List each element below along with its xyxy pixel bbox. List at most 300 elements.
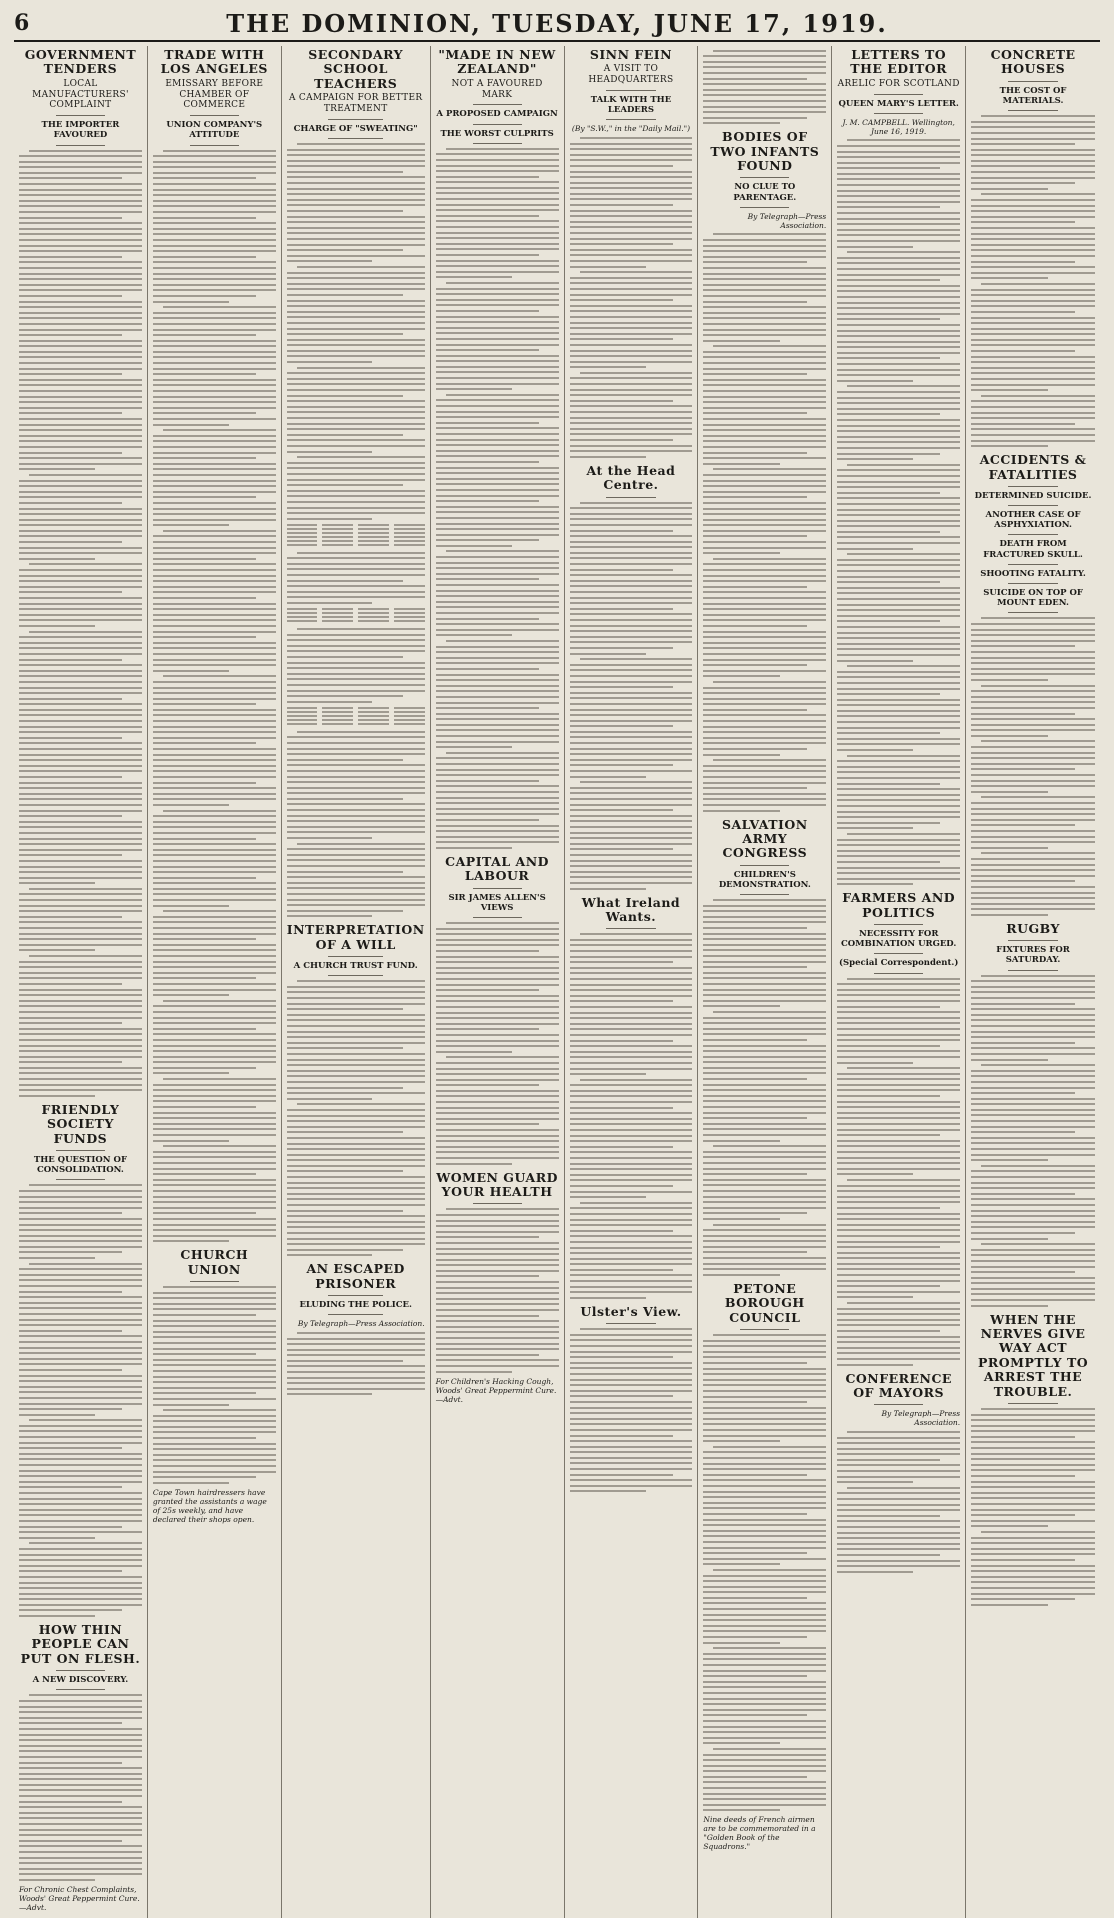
text-line [570,524,693,526]
text-line [703,664,806,666]
text-line [971,668,1095,670]
text-line [19,882,95,884]
text-line [287,1338,425,1340]
text-line [703,1658,826,1660]
table-cell [287,528,318,530]
text-line [971,1114,1095,1116]
text-line [703,1050,826,1052]
text-line [971,1031,1095,1033]
text-line [837,643,960,645]
text-line [971,160,1095,162]
text-line [570,1135,693,1137]
table-cell [358,536,389,538]
table-row [287,723,425,725]
text-line [971,1282,1095,1284]
text-line [153,608,276,610]
text-line [837,699,960,701]
text-line [436,316,559,318]
text-line [971,696,1095,698]
text-line [971,1436,1075,1438]
text-line [971,892,1095,894]
text-line [971,1159,1048,1161]
text-line [570,1485,693,1487]
text-line [19,1078,142,1080]
text-line [19,1745,142,1747]
text-line [436,1348,559,1350]
text-line [19,452,122,454]
article-subheading: FRIENDLY SOCIETY FUNDS [41,1101,120,1146]
text-line [981,685,1095,687]
text-line [436,165,559,167]
text-line [570,1345,693,1347]
text-line [19,866,142,868]
text-line [287,639,425,641]
text-line [19,670,142,672]
text-line [287,512,425,514]
text-line [19,177,122,179]
text-line [153,1426,276,1428]
text-line [570,1068,693,1070]
table-cell [287,707,318,709]
text-line [703,1084,826,1086]
text-line [837,867,960,869]
article-subheading: At the Head Centre. [586,462,676,493]
text-line [436,288,559,290]
text-line [153,1151,276,1153]
text-line [19,1739,142,1741]
text-line [29,1184,142,1186]
body-paragraph [153,429,276,526]
text-line [703,1614,826,1616]
text-line [570,1479,693,1481]
text-line [19,1028,142,1030]
body-paragraph [971,1165,1095,1240]
text-line [570,1207,693,1209]
text-line [703,1547,826,1549]
text-line [19,776,122,778]
text-line [703,1586,826,1588]
text-line [971,1131,1075,1133]
heading-rule [56,1150,105,1151]
text-line [703,731,826,733]
text-line [703,1541,826,1543]
text-line [570,669,693,671]
text-line [287,684,425,686]
text-line [837,878,960,880]
text-line [19,1268,142,1270]
text-line [570,1418,693,1420]
text-line [19,1442,142,1444]
text-line [153,681,276,683]
text-line [287,1170,403,1172]
text-line [436,399,559,401]
text-line [703,1274,779,1276]
text-line [971,679,1048,681]
text-line [703,905,826,907]
text-line [703,66,826,68]
table-cell [287,532,318,534]
text-line [837,850,960,852]
text-line [971,1142,1095,1144]
heading-rule [606,119,655,120]
text-line [837,1246,940,1248]
text-line [837,1509,960,1511]
text-line [287,1360,403,1362]
text-line [446,922,559,924]
text-line [971,830,1095,832]
text-line [971,1193,1075,1195]
text-line [570,159,693,161]
text-line [19,161,142,163]
text-line [436,1068,559,1070]
text-line [153,1011,276,1013]
text-line [153,155,276,157]
text-line [971,440,1095,442]
text-line [703,748,806,750]
text-line [981,1064,1095,1066]
text-line [703,412,806,414]
text-line [570,310,693,312]
text-line [153,1331,276,1333]
text-line [570,1112,693,1114]
text-line [19,1240,142,1242]
text-line [436,439,559,441]
text-line [19,1526,122,1528]
text-line [570,1258,693,1260]
text-line [971,1075,1095,1077]
text-line [703,961,826,963]
table-cell [287,711,318,713]
article-subheading: RUGBY [1006,920,1060,936]
text-line [837,1481,913,1483]
text-line [436,1225,559,1227]
text-line [971,1305,1048,1307]
text-line [837,598,960,600]
body-paragraph [436,1208,559,1372]
article [19,48,142,1097]
text-line [971,389,1048,391]
body-paragraph [153,1000,276,1075]
text-line [19,200,142,202]
article [703,130,826,811]
text-line [287,160,425,162]
text-line [436,1253,559,1255]
text-line [847,1302,960,1304]
text-line [29,1263,142,1265]
text-line [570,204,673,206]
text-line [436,1090,559,1092]
text-line [713,681,826,683]
text-line [19,821,142,823]
text-line [570,1462,693,1464]
text-line [837,520,960,522]
text-line [163,810,276,812]
text-line [847,251,960,253]
heading-rule [1008,81,1058,82]
text-line [703,921,826,923]
text-line [971,400,1095,402]
heading-rule [190,145,239,146]
text-line [971,1215,1095,1217]
text-line [971,869,1095,871]
text-line [19,1857,142,1859]
body-paragraph [703,50,826,125]
text-line [19,1464,142,1466]
text-line [837,380,913,382]
text-line [570,513,693,515]
text-line [703,687,826,689]
text-line [570,809,673,811]
text-line [703,949,826,951]
text-line [287,859,425,861]
text-line [703,1095,826,1097]
text-line [436,746,512,748]
text-line [703,1390,826,1392]
text-line [837,1498,960,1500]
text-line [153,1342,276,1344]
text-line [19,1386,142,1388]
news-column-3 [282,46,431,1918]
text-line [703,424,826,426]
text-line [153,619,276,621]
text-line [436,584,559,586]
article-subheading: NOT A FAVOURED MARK [451,78,543,100]
text-line [19,787,142,789]
article [570,464,693,890]
text-line [19,1531,142,1533]
body-paragraph [971,740,1095,792]
text-line [19,681,142,683]
article-subheading: FIXTURES FOR SATURDAY. [996,945,1070,966]
article-subheading: THE COST OF MATERIALS. [999,85,1067,106]
text-line [837,1006,940,1008]
text-line [153,1123,276,1125]
text-line [436,651,559,653]
text-line [436,1034,559,1036]
text-line [436,797,559,799]
body-paragraph [971,1531,1095,1606]
text-line [971,171,1095,173]
text-line [713,233,826,235]
heading-rule [874,1404,923,1405]
text-line [19,1498,142,1500]
text-line [837,302,960,304]
text-line [287,770,425,772]
text-line [153,597,256,599]
table-cell [394,528,425,530]
text-line [287,764,425,766]
text-line [436,562,559,564]
text-line [19,1587,142,1589]
text-line [436,226,559,228]
text-line [837,760,960,762]
text-line [19,569,142,571]
text-line [703,586,806,588]
body-paragraph [837,1302,960,1366]
article-subheading: A VISIT TO HEADQUARTERS [588,64,674,86]
text-line [570,193,693,195]
text-line [837,453,940,455]
text-line [19,424,142,426]
text-line [703,1563,779,1565]
text-line [153,1348,276,1350]
text-line [971,1008,1095,1010]
text-line [570,1247,693,1249]
text-line [570,439,673,441]
text-line [436,1062,559,1064]
text-line [971,205,1095,207]
text-line [19,1436,142,1438]
text-line [287,165,425,167]
text-line [703,1268,826,1270]
text-line [287,232,425,234]
text-line [971,718,1095,720]
text-line [703,547,826,549]
text-line [446,752,559,754]
body-paragraph [703,1748,826,1812]
text-line [19,1823,142,1825]
text-line [436,718,559,720]
text-line [153,334,256,336]
text-line [287,596,425,598]
table-cell [322,544,353,546]
text-line [703,368,826,370]
text-line [153,491,276,493]
text-line [703,250,826,252]
text-line [19,547,142,549]
text-line [287,1393,373,1395]
text-line [153,239,276,241]
text-line [19,1756,142,1758]
article-subheading: QUEEN MARY'S LETTER. [838,98,959,109]
body-paragraph [570,372,693,458]
text-line [287,580,403,582]
text-line [153,703,256,705]
text-line [570,238,693,240]
text-line [570,1123,693,1125]
text-line [570,770,693,772]
text-line [703,1207,826,1209]
text-line [837,1190,960,1192]
text-line [703,631,826,633]
text-line [153,1056,276,1058]
news-column-6 [698,46,832,1918]
text-line [287,662,425,664]
text-line [297,456,425,458]
text-line [153,1364,276,1366]
text-line [19,1067,142,1069]
text-line [837,1241,960,1243]
text-line [19,1453,142,1455]
body-paragraph [287,143,425,262]
table-row [287,715,425,717]
text-line [837,145,960,147]
text-line [153,977,256,979]
text-line [287,1014,425,1016]
text-line [436,427,559,429]
text-line [837,620,940,622]
text-line [703,754,779,756]
text-line [570,1252,693,1254]
text-line [703,977,826,979]
text-line [570,210,693,212]
text-line [19,1313,142,1315]
text-line [570,1185,673,1187]
text-line [703,278,826,280]
text-line [19,552,142,554]
table-row [287,544,425,546]
text-line [847,1067,960,1069]
text-line [153,1297,276,1299]
body-paragraph [436,394,559,547]
text-line [837,1095,940,1097]
text-line [19,754,142,756]
text-line [446,282,559,284]
text-line [287,333,403,335]
text-line [837,262,960,264]
text-line [703,1793,826,1795]
text-line [713,1011,826,1013]
text-line [287,678,425,680]
text-line [19,362,142,364]
text-line [971,1486,1095,1488]
text-line [436,1118,559,1120]
text-line [19,1486,122,1488]
text-line [153,412,256,414]
text-line [713,1446,826,1448]
text-line [570,625,693,627]
text-line [703,933,826,935]
article [287,923,425,1256]
body-paragraph [19,1542,142,1617]
text-line [570,450,693,452]
text-line [436,1281,559,1283]
text-line [19,217,122,219]
text-line [287,1254,373,1256]
heading-rule [1008,486,1058,487]
article [703,50,826,125]
text-line [436,405,559,407]
text-line [971,311,1075,313]
text-line [971,1520,1095,1522]
text-line [19,698,122,700]
article-subheading: ARELIC FOR SCOTLAND [837,78,960,89]
text-line [703,106,826,108]
text-line [570,742,693,744]
text-line [570,591,693,593]
text-line [19,1072,142,1074]
text-line [436,1040,559,1042]
text-line [703,591,826,593]
text-line [153,603,276,605]
text-line [19,558,95,560]
table-row [287,528,425,530]
body-paragraph [436,752,559,849]
text-line [971,289,1095,291]
text-line [436,411,559,413]
text-line [971,1419,1095,1421]
body-paragraph [287,1103,425,1256]
article-subheading: SHOOTING FATALITY. [980,568,1086,579]
text-line [19,972,142,974]
body-paragraph [153,306,276,425]
text-line [837,587,960,589]
body-paragraph [570,933,693,1075]
text-line [837,704,960,706]
article-subheading: DETERMINED SUICIDE. [974,490,1092,501]
article [703,818,826,1276]
text-line [570,1101,693,1103]
